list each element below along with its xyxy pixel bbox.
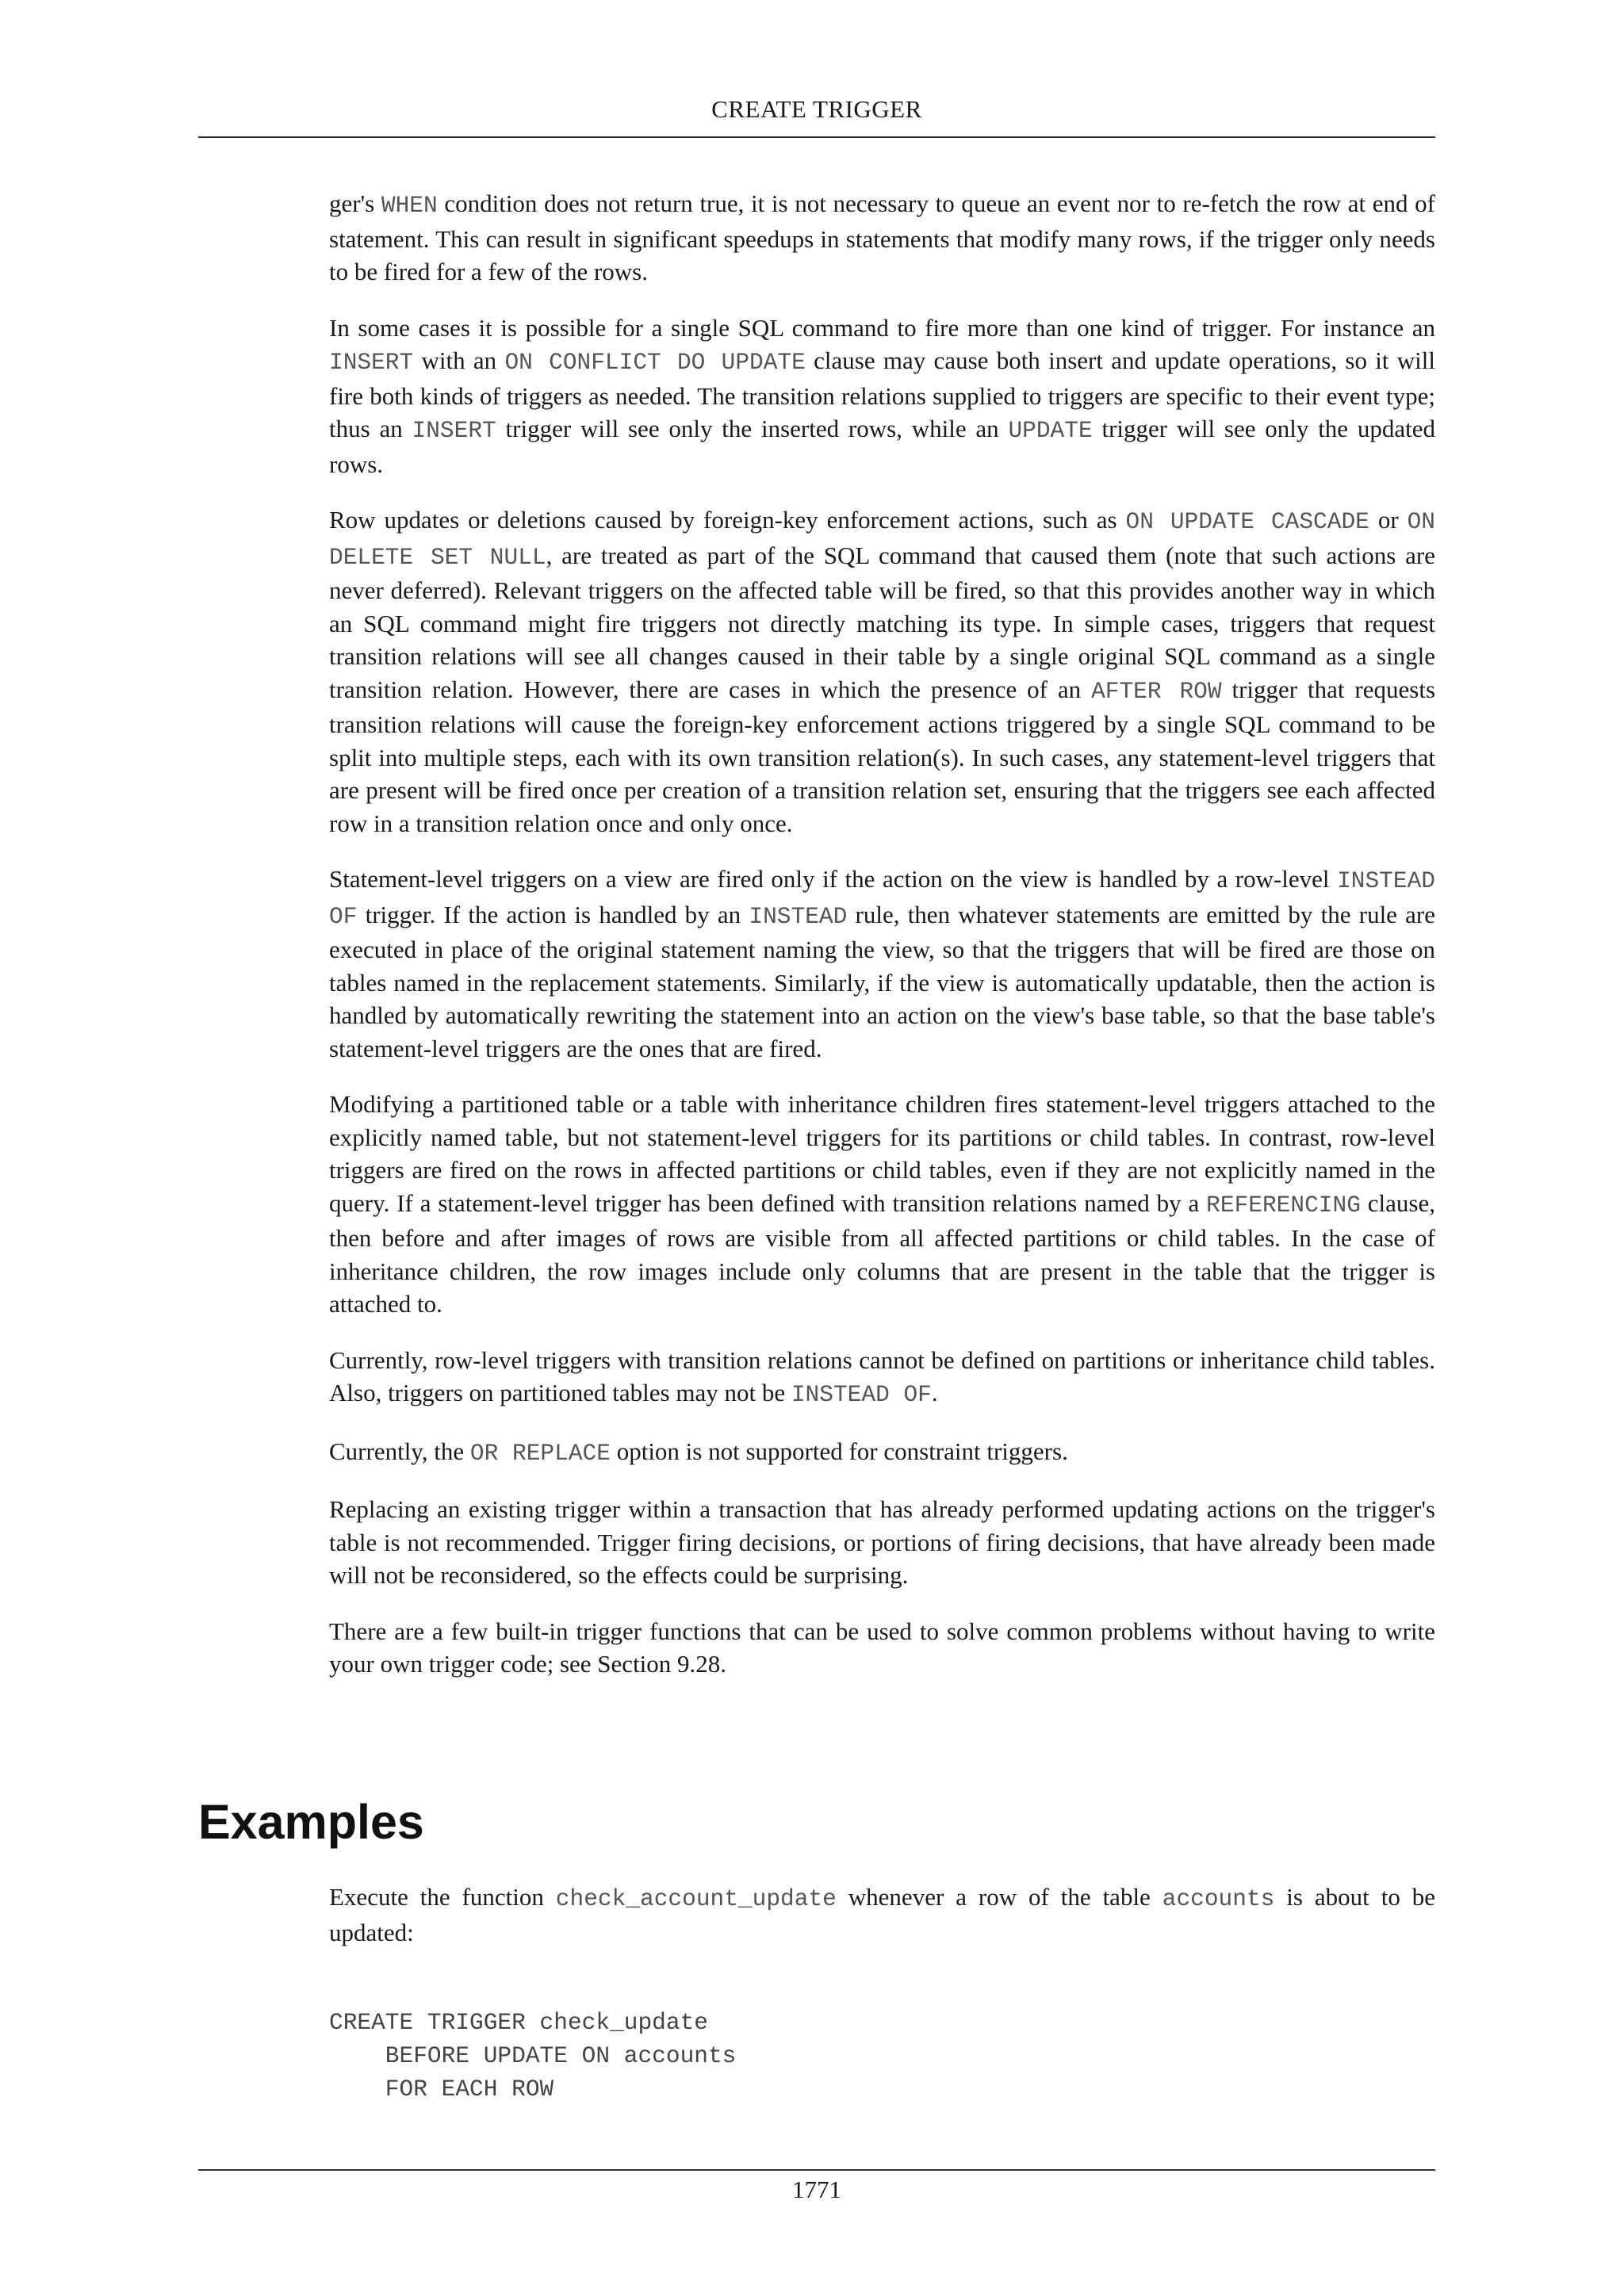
text-run: Execute the function (329, 1883, 556, 1911)
paragraph (329, 863, 1435, 1065)
text-run: Statement-level triggers on a view are fired only if the action on the view is handled by a row-level (329, 865, 1338, 893)
paragraph (329, 1088, 1435, 1321)
examples-intro (329, 1881, 1435, 1949)
inline-code: AFTER ROW (1091, 677, 1222, 705)
text-run: Currently, the (329, 1437, 470, 1465)
inline-code: ON DELETE SET NULL (329, 508, 1436, 571)
inline-code: UPDATE (1008, 417, 1093, 444)
text-run: trigger that requests transition relations will cause the foreign-key enforcement actions triggered by a single SQL command to be split into multiple steps, each with its own transition relation(s). In such cases, any statement-level triggers that are present will be fired once per creation of a transition relation set, ensuring that the triggers see each affected row in a transition relation once and only once. (329, 675, 1436, 837)
text-run: Row updates or deletions caused by foreign-key enforcement actions, such as (329, 506, 1126, 534)
text-run: with an (413, 346, 505, 374)
inline-code: INSTEAD OF (329, 867, 1435, 930)
header-rule (198, 136, 1435, 138)
inline-code: ON UPDATE CASCADE (1125, 508, 1369, 535)
text-run: Currently, row-level triggers with transition relations cannot be defined on partitions or inheritance child tables. Also, triggers on partitioned tables may not be (329, 1345, 1435, 1406)
text-run: Replacing an existing trigger within a transaction that has already performed updating actions on the trigger's table is not recommended. Trigger firing decisions, or portions of firing decisions, that have already been made will not be reconsidered, so the effects could be surprising. (329, 1495, 1435, 1589)
text-run: . (931, 1379, 938, 1406)
running-header: CREATE TRIGGER (711, 95, 922, 123)
text-run: option is not supported for constraint triggers. (610, 1437, 1068, 1465)
text-run: ger's (329, 189, 381, 217)
code-example: CREATE TRIGGER check_update BEFORE UPDATE ON accounts FOR EACH ROW (329, 2009, 737, 2103)
inline-code: INSTEAD (749, 902, 848, 930)
text-run: There are a few built-in trigger functions that can be used to solve common problems without having to write your own trigger code; see Section 9.28. (329, 1617, 1435, 1678)
text-run: trigger will see only the updated rows. (329, 415, 1435, 478)
section-heading-examples: Examples (198, 1795, 424, 1849)
text-run: trigger will see only the inserted rows, while an (496, 415, 1009, 442)
text-run: condition does not return true, it is not necessary to queue an event nor to re-fetch the row at end of statement. This can result in significant speedups in statements that modify many rows, if the trigger only needs to be fired for a few of the rows. (329, 189, 1435, 285)
inline-code: check_account_update (555, 1885, 837, 1912)
text-run: trigger. If the action is handled by an (357, 900, 749, 928)
inline-code: REFERENCING (1206, 1191, 1361, 1219)
examples-section (329, 1881, 1435, 2106)
text-run: is about to be updated: (329, 1883, 1436, 1946)
text-run: In some cases it is possible for a single SQL command to fire more than one kind of trigger. For instance an (329, 313, 1435, 342)
footer-rule (198, 2169, 1435, 2171)
paragraph (329, 312, 1435, 481)
paragraph (329, 1615, 1435, 1681)
body-text (329, 187, 1435, 1704)
paragraph (329, 1344, 1435, 1412)
text-run: or (1369, 506, 1408, 534)
paragraph (329, 1493, 1435, 1592)
inline-code: INSERT (412, 417, 496, 444)
inline-code: WHEN (381, 192, 438, 219)
paragraph (329, 1435, 1435, 1471)
text-run: whenever a row of the table (836, 1883, 1162, 1911)
inline-code: INSTEAD OF (791, 1381, 932, 1408)
inline-code: ON CONFLICT DO UPDATE (504, 349, 806, 376)
text-run: clause may cause both insert and update operations, so it will fire both kinds of triggers as needed. The transition relations supplied to triggers are specific to their event type; thus an (329, 346, 1435, 442)
text-run: clause, then before and after images of rows are visible from all affected partitions or child tables. In the case of inheritance children, the row images include only columns that are present in the table that the trigger is attached to. (329, 1188, 1435, 1318)
page-number: 1771 (792, 2175, 841, 2203)
text-run: , are treated as part of the SQL command that caused them (note that such actions are never deferred). Relevant triggers on the affected table will be fired, so that this provides another way in which an SQL command might fire triggers not directly matching its type. In simple cases, triggers that request transition relations will see all changes caused in their table by a single original SQL command as a single transition relation. However, there are cases in which the presence of an (329, 541, 1435, 703)
inline-code: INSERT (329, 349, 414, 376)
paragraph (329, 187, 1435, 289)
paragraph (329, 503, 1435, 840)
text-run: Modifying a partitioned table or a table with inheritance children fires statement-level triggers attached to the explicitly named table, but not statement-level triggers for its partitions or child tables. In contrast, row-level triggers are fired on the rows in affected partitions or child tables, even if they are not explicitly named in the query. If a statement-level trigger has been defined with transition relations named by a (329, 1090, 1435, 1217)
text-run: rule, then whatever statements are emitted by the rule are executed in place of the original statement naming the view, so that the triggers that will be fired are those on tables named in the replacement statements. Similarly, if the view is automatically updatable, then the action is handled by automatically rewriting the statement into an action on the view's base table, so that the base table's statement-level triggers are the ones that are fired. (329, 900, 1435, 1062)
inline-code: OR REPLACE (469, 1439, 611, 1467)
inline-code: accounts (1162, 1885, 1275, 1912)
